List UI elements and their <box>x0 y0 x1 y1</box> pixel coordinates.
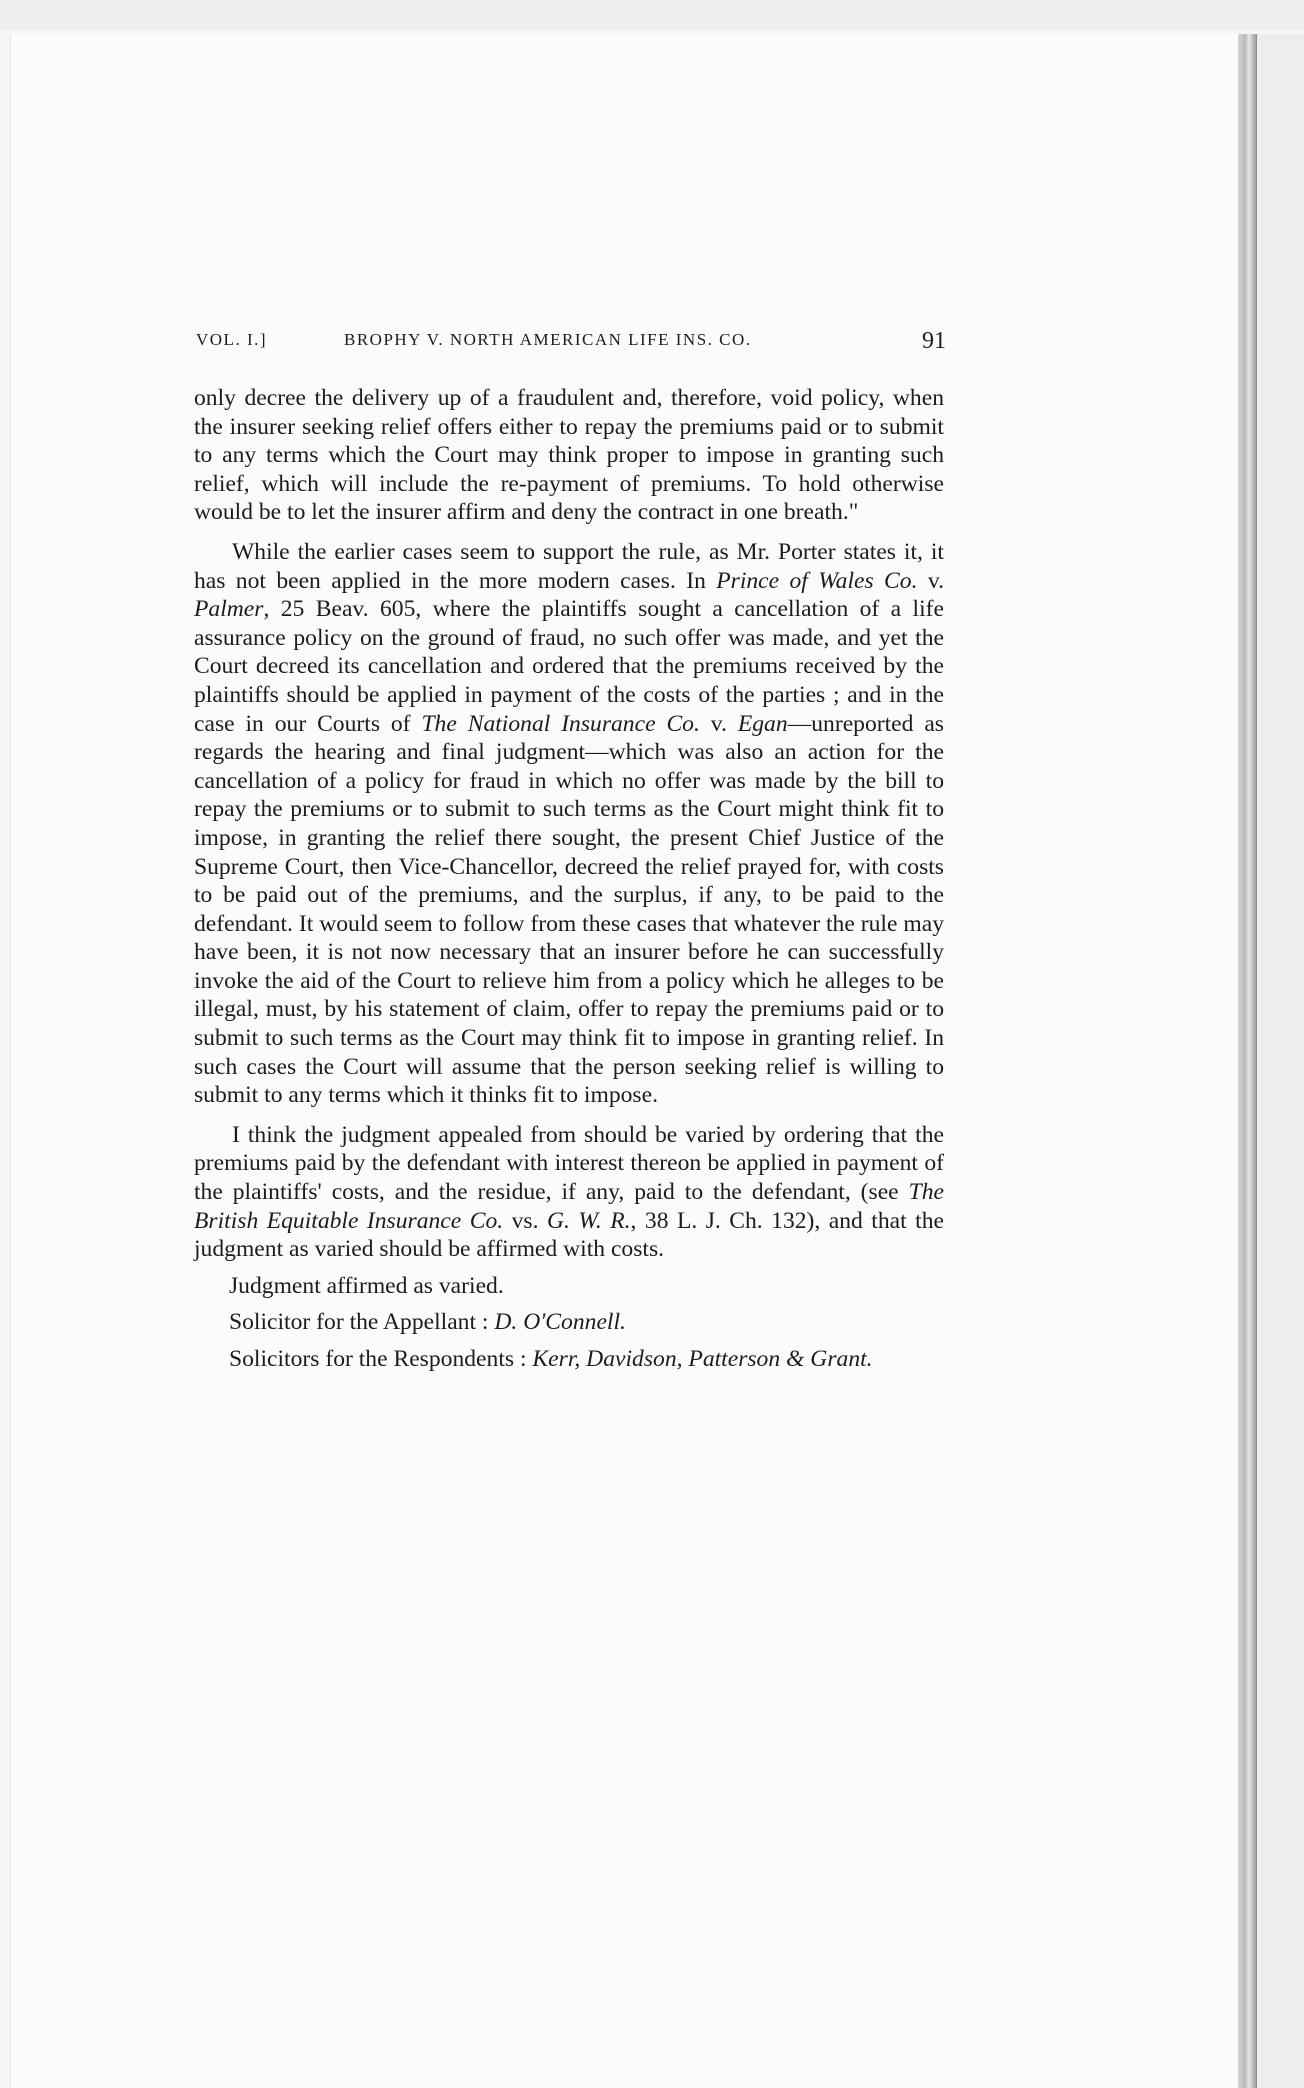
case-name: G. W. R. <box>546 1207 631 1234</box>
scan-top-strip <box>0 0 1304 30</box>
case-name: Egan <box>737 710 788 737</box>
text-run: v. <box>917 567 945 594</box>
text-run: vs. <box>503 1207 547 1234</box>
text-run: , 25 Beav. 605, where the plaintiffs sought a cancellation of a life assurance policy on the ground of fraud, no such offer was made, and yet the Court decreed its cancellation and ordered that the premiums received by the plaintiffs should be applied in payment of the costs of the parties ; and in the case in our Courts of <box>194 596 944 737</box>
appellant-solicitor-line <box>194 1308 944 1337</box>
respondents-solicitor-line <box>194 1345 944 1374</box>
paragraph-earlier-cases <box>194 538 944 1110</box>
volume-label: VOL. I.] <box>196 330 268 349</box>
text-run: , 38 L. J. Ch. 132), and that the judgment as varied should be affirmed with costs. <box>194 1207 944 1263</box>
case-name: The British Equitable Insurance Co. <box>194 1179 944 1234</box>
text-run: While the earlier cases seem to support the rule, as Mr. Porter states it, it has not been applied in the more modern cases. In <box>194 538 944 594</box>
paragraph-continuation: only decree the delivery up of a fraudulent and, therefore, void policy, when the insurer seeking relief offers either to repay the premiums paid or to submit to any terms which the Court may think proper to impose in granting such relief, which will include the re-payment of premiums. To hold otherwise would be to let the insurer affirm and deny the contract in one breath." <box>194 385 944 526</box>
solicitor-name: D. O'Connell. <box>494 1309 626 1336</box>
label: Solicitor for the Appellant : <box>229 1309 495 1336</box>
case-name: The National Insurance Co. <box>421 710 700 737</box>
text-run: —unreported as regards the hearing and final judgment—which was also an action for the cancellation of a policy for fraud in which no offer was made by the bill to repay the premiums or to submit to such terms as the Court might think fit to impose, in granting the relief there sought, the present Chief Justice of the Supreme Court, then Vice-Chancellor, decreed the relief prayed for, with costs to be paid out of the premiums, and the surplus, if any, to be paid to the defendant. It would seem to follow from these cases that whatever the rule may have been, it is not now necessary that an insurer before he can successfully invoke the aid of the Court to relieve him from a policy which he alleges to be illegal, must, by his statement of claim, offer to repay the premiums paid or to submit to such terms as the Court may think fit to impose in granting relief. In such cases the Court will assume that the person seeking relief is willing to submit to any terms which it thinks fit to impose. <box>194 710 944 1109</box>
running-title: BROPHY V. NORTH AMERICAN LIFE INS. CO. <box>344 330 752 349</box>
judgment-line: Judgment affirmed as varied. <box>229 1272 504 1299</box>
case-name: Prince of Wales Co. <box>716 567 918 594</box>
page-edge-shadow <box>1238 34 1256 2088</box>
paragraph-judgment-varied <box>194 1121 944 1264</box>
text-run: I think the judgment appealed from should be varied by ordering that the premiums paid by the defendant with interest thereon be applied in payment of the plaintiffs' costs, and the residue, if any, paid to the defendant, (see <box>194 1121 944 1206</box>
running-header <box>196 330 946 360</box>
scan-outer-edge <box>1255 34 1304 2088</box>
body-text <box>194 384 944 1374</box>
label: Solicitors for the Respondents : <box>229 1346 533 1372</box>
page-number: 91 <box>922 328 946 354</box>
case-name: Palmer <box>194 596 264 623</box>
text-run: v. <box>699 710 738 737</box>
solicitor-names: Kerr, Davidson, Patterson & Grant. <box>532 1346 873 1372</box>
